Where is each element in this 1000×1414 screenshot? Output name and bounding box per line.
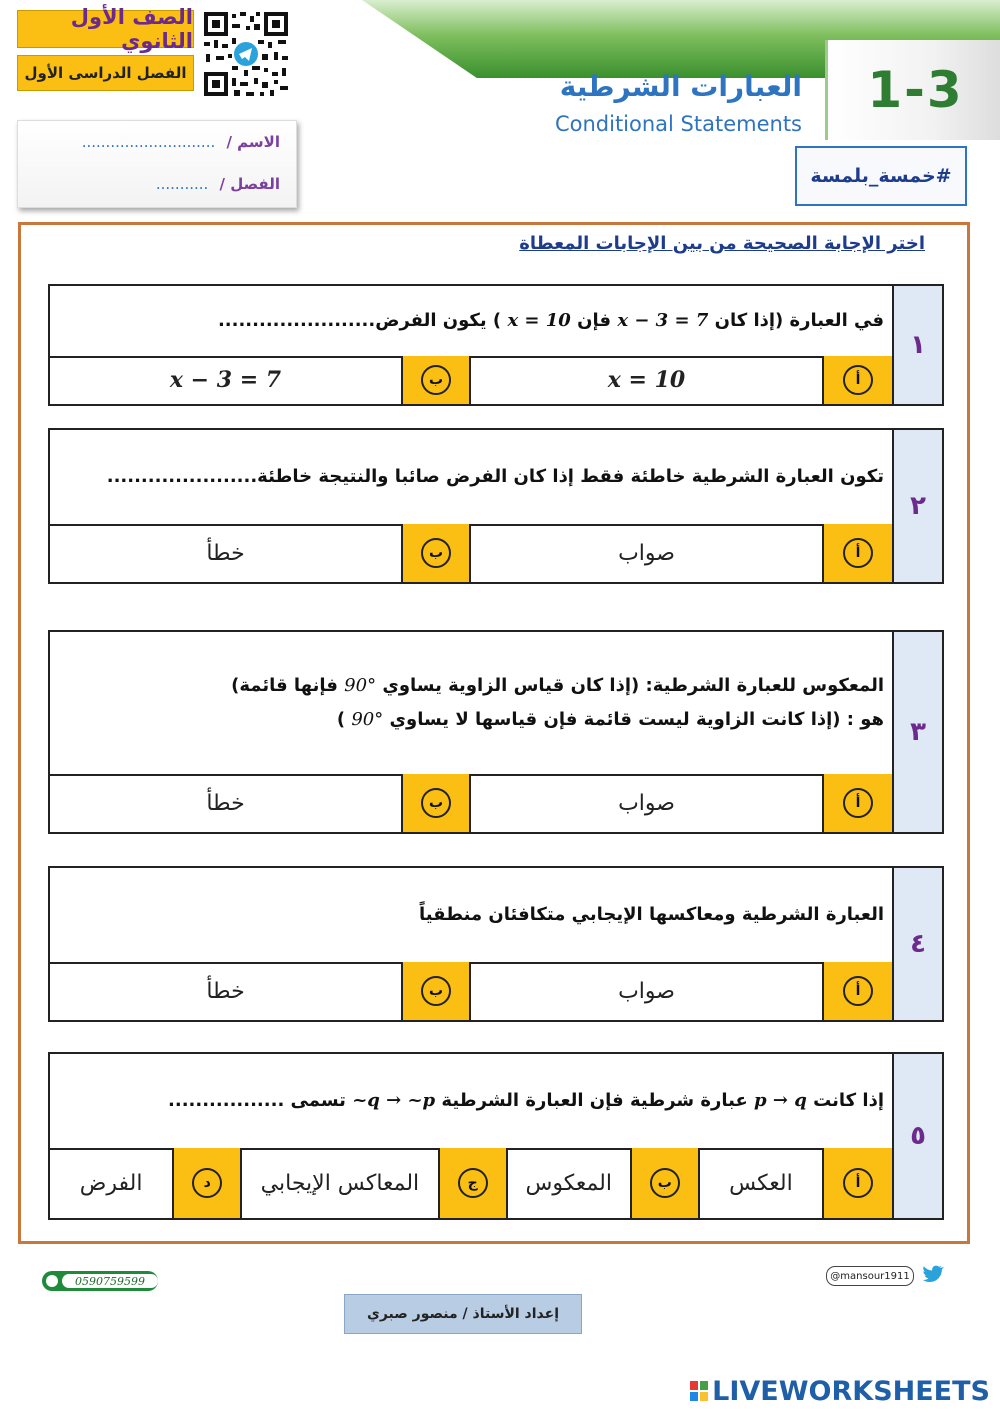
- choice-a-button[interactable]: [822, 1148, 892, 1218]
- option-a[interactable]: صواب: [618, 978, 675, 1004]
- question-number: ٤: [892, 868, 942, 1020]
- choice-letter: ب: [421, 788, 451, 818]
- name-row: [82, 133, 280, 151]
- q3-line1-pre: المعكوس للعبارة الشرطية: (إذا كان قياس الزاوية يساوي: [382, 675, 884, 696]
- lesson-title-english: Conditional Statements: [554, 112, 802, 136]
- question-text: [50, 1054, 892, 1150]
- choice-b-button[interactable]: [401, 524, 471, 582]
- choice-letter: أ: [843, 788, 873, 818]
- option-d[interactable]: الفرض: [79, 1170, 143, 1196]
- class-row: [156, 175, 280, 193]
- choice-letter: ب: [650, 1168, 680, 1198]
- liveworksheets-text: LIVEWORKSHEETS: [712, 1375, 990, 1407]
- option-b[interactable]: خطأ: [206, 790, 245, 816]
- phone-number: 0590759599: [62, 1274, 158, 1288]
- option-b[interactable]: x − 3 = 7: [169, 367, 282, 393]
- twitter-handle[interactable]: @mansour1911: [826, 1266, 914, 1286]
- q5-math-conditional: p → q: [754, 1090, 807, 1111]
- choice-a-button[interactable]: [822, 774, 892, 832]
- choice-letter: ب: [421, 538, 451, 568]
- question-5: [48, 1052, 944, 1220]
- q5-text-mid: عبارة شرطية فإن العبارة الشرطية: [441, 1090, 748, 1111]
- lesson-number: 1-3: [825, 40, 1000, 140]
- question-1: [48, 284, 944, 406]
- choice-b-button[interactable]: [401, 774, 471, 832]
- qr-code-icon: [202, 10, 290, 98]
- q3-line2-pre: هو : (إذا كانت الزاوية ليست قائمة فإن قياسها لا يساوي: [389, 709, 884, 730]
- option-b[interactable]: خطأ: [206, 978, 245, 1004]
- liveworksheets-logo[interactable]: [690, 1374, 990, 1408]
- name-label: الاسم /: [226, 133, 280, 151]
- whatsapp-icon: [46, 1275, 58, 1287]
- q2-text: تكون العبارة الشرطية خاطئة فقط إذا كان الفرض صائبا والنتيجة خاطئة......................: [106, 466, 884, 487]
- choice-letter: ج: [458, 1168, 488, 1198]
- option-a[interactable]: العكس: [729, 1170, 793, 1196]
- author-credit: إعداد الأستاذ / منصور صبري: [344, 1294, 582, 1334]
- answer-row: [50, 774, 892, 832]
- name-field[interactable]: ............................: [81, 133, 216, 151]
- hashtag-badge: #خمسة_بلمسة: [795, 146, 967, 206]
- q3-line2-post: ): [336, 709, 346, 730]
- question-text: [50, 430, 892, 526]
- q1-math-hypothesis: x − 3 = 7: [617, 310, 709, 331]
- option-a[interactable]: x = 10: [607, 367, 686, 393]
- question-2: [48, 428, 944, 584]
- question-text: [50, 868, 892, 964]
- choice-c-button[interactable]: [438, 1148, 508, 1218]
- q1-text-pre: في العبارة (إذا كان: [714, 310, 884, 331]
- option-c[interactable]: المعاكس الإيجابي: [260, 1170, 420, 1196]
- answer-row: [50, 962, 892, 1020]
- q1-math-conclusion: x = 10: [507, 310, 571, 331]
- choice-letter: أ: [843, 976, 873, 1006]
- q4-text: العبارة الشرطية ومعاكسها الإيجابي متكافئان منطقياً: [419, 904, 884, 925]
- student-info-box: [17, 120, 297, 208]
- q3-line2-math: 90°: [351, 709, 384, 730]
- choice-letter: أ: [843, 538, 873, 568]
- option-a[interactable]: صواب: [618, 540, 675, 566]
- q1-text-post: ) يكون الفرض.......................: [217, 310, 502, 331]
- instruction-heading: اختر الإجابة الصحيحة من بين الإجابات المعطاة: [519, 233, 925, 254]
- lesson-title-arabic: العبارات الشرطية: [559, 70, 802, 103]
- question-text: [50, 632, 892, 776]
- choice-b-button[interactable]: [630, 1148, 700, 1218]
- semester-label: الفصل الدراسى الأول: [17, 55, 194, 91]
- option-a[interactable]: صواب: [618, 790, 675, 816]
- question-4: [48, 866, 944, 1022]
- choice-b-button[interactable]: [401, 962, 471, 1020]
- answer-row: [50, 1148, 892, 1218]
- question-number: ٣: [892, 632, 942, 832]
- choice-d-button[interactable]: [172, 1148, 242, 1218]
- whatsapp-contact[interactable]: [42, 1271, 158, 1291]
- q3-line1-math: 90°: [344, 675, 377, 696]
- answer-row: [50, 356, 892, 404]
- choice-a-button[interactable]: [822, 524, 892, 582]
- choice-letter: أ: [843, 365, 873, 395]
- question-number: ١: [892, 286, 942, 404]
- question-text: [50, 286, 892, 358]
- choice-letter: د: [192, 1168, 222, 1198]
- class-field[interactable]: ...........: [155, 175, 209, 193]
- choice-b-button[interactable]: [401, 356, 471, 404]
- class-label: الفصل /: [219, 175, 280, 193]
- option-b[interactable]: خطأ: [206, 540, 245, 566]
- option-b[interactable]: المعكوس: [525, 1170, 613, 1196]
- question-3: [48, 630, 944, 834]
- question-number: ٢: [892, 430, 942, 582]
- choice-a-button[interactable]: [822, 962, 892, 1020]
- q5-math-statement: ~q → ~p: [352, 1090, 436, 1111]
- choice-letter: ب: [421, 365, 451, 395]
- answer-row: [50, 524, 892, 582]
- grade-label: الصف الأول الثانوي: [17, 10, 194, 48]
- q5-text-pre: إذا كانت: [813, 1090, 884, 1111]
- question-number: ٥: [892, 1054, 942, 1218]
- liveworksheets-icon: [690, 1381, 708, 1401]
- twitter-bird-icon: [920, 1262, 944, 1286]
- choice-a-button[interactable]: [822, 356, 892, 404]
- q5-text-post: تسمى .................: [168, 1090, 346, 1111]
- q1-text-mid: فإن: [577, 310, 612, 331]
- choice-letter: ب: [421, 976, 451, 1006]
- q3-line1-post: فإنها قائمة): [231, 675, 338, 696]
- choice-letter: أ: [843, 1168, 873, 1198]
